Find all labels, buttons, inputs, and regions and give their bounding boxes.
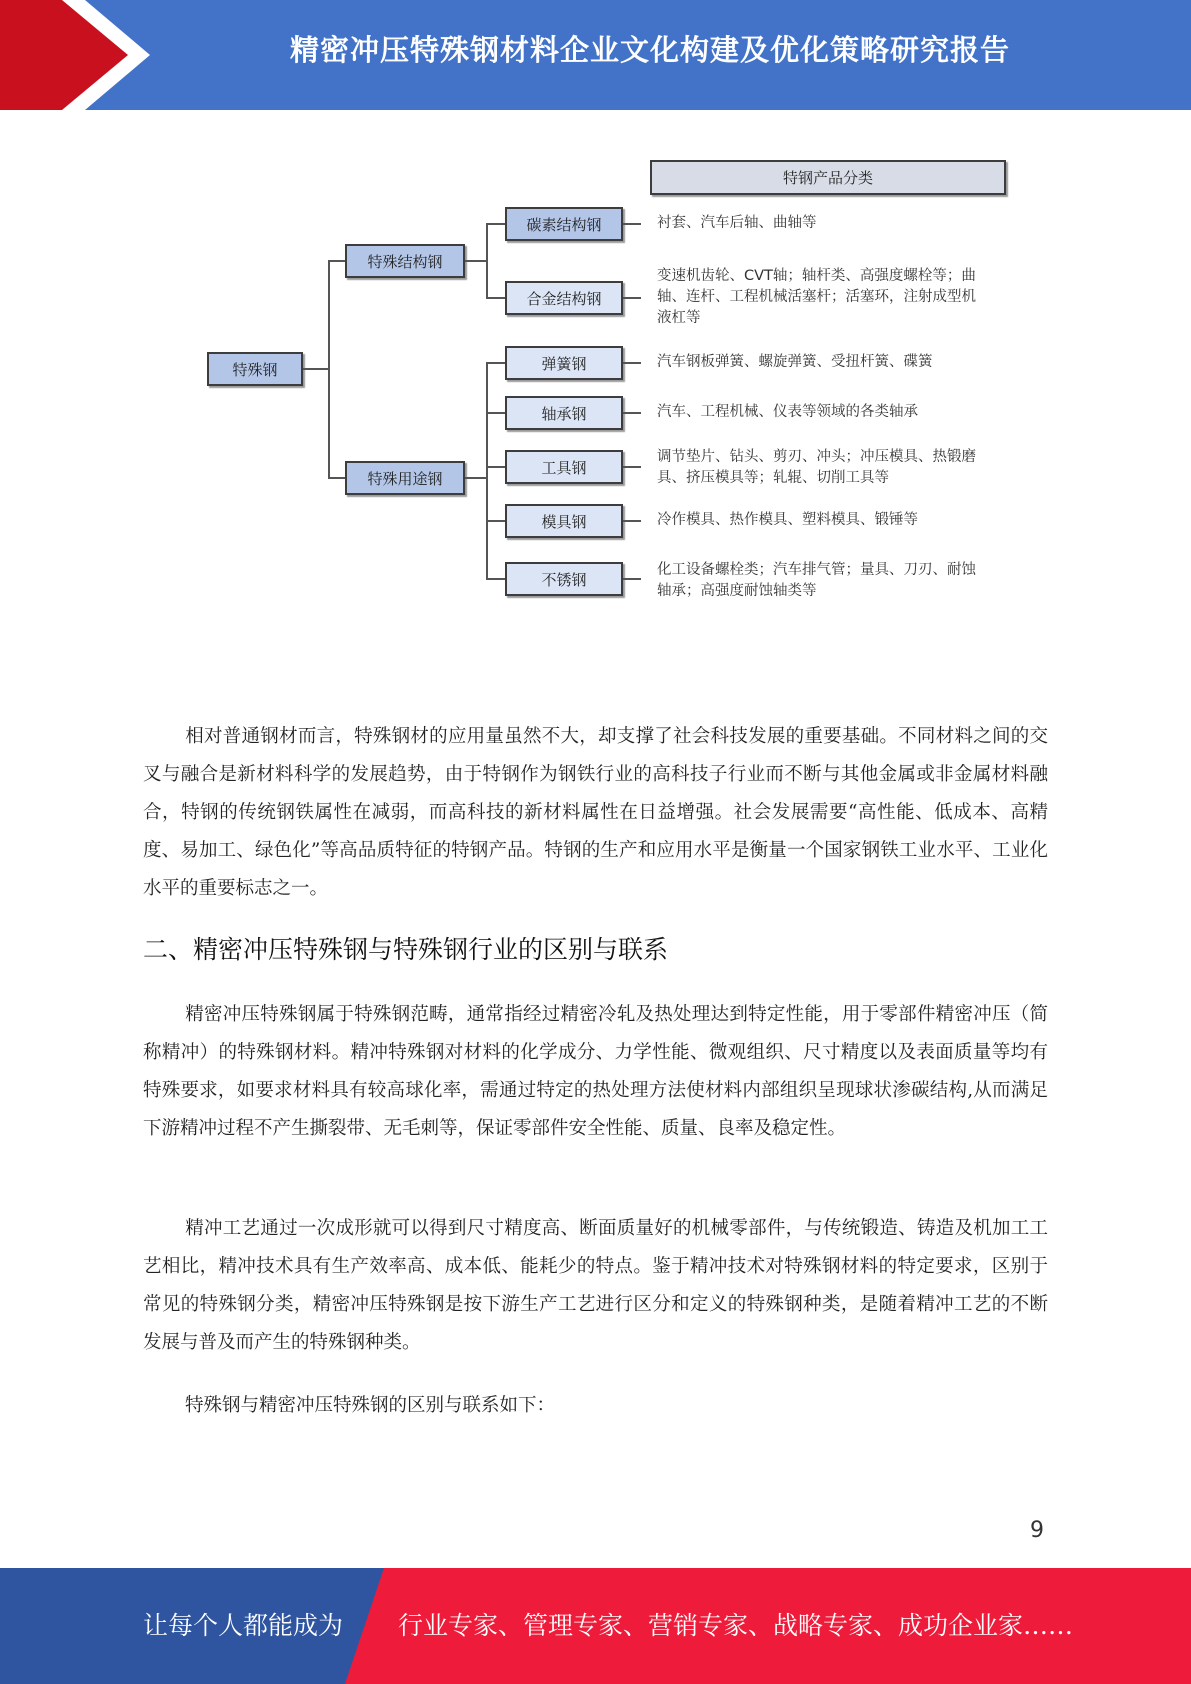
page-number: 9	[1030, 1518, 1044, 1543]
group-label: 特殊结构钢	[367, 252, 443, 271]
leaf-label: 工具钢	[541, 458, 587, 477]
leaf-description: 冷作模具、热作模具、塑料模具、锻锤等	[657, 512, 918, 528]
legend-title-box	[650, 160, 1006, 195]
leaf-node	[505, 396, 623, 430]
leaf-description: 汽车、工程机械、仪表等领域的各类轴承	[657, 404, 918, 420]
root-node-label: 特殊钢	[232, 360, 278, 379]
connector	[486, 223, 488, 299]
connector	[486, 362, 488, 580]
root-node	[207, 352, 303, 386]
footer-slogan-right: 行业专家、管理专家、营销专家、战略专家、成功企业家……	[398, 1611, 1074, 1640]
leaf-label: 不锈钢	[541, 570, 587, 589]
paragraph-text: 精冲工艺通过一次成形就可以得到尺寸精度高、断面质量好的机械零部件，与传统锻造、铸造及机加工工艺相比，精冲技术具有生产效率高、成本低、能耗少的特点。鉴于精冲技术对特殊钢材料的特定要求，区别于常见的特殊钢分类，精密冲压特殊钢是按下游生产工艺进行区分和定义的特殊钢种类，是随着精冲工艺的不断发展与普及而产生的特殊钢种类。	[143, 1218, 1048, 1353]
group-node-structural	[345, 244, 465, 278]
leaf-description: 调节垫片、钻头、剪刃、冲头；冲压模具、热锻磨具、挤压模具等；轧辊、切削工具等	[657, 449, 976, 486]
page-footer	[0, 1568, 1191, 1684]
leaf-description: 汽车钢板弹簧、螺旋弹簧、受扭杆簧、碟簧	[657, 354, 933, 370]
connector	[465, 477, 487, 479]
leaf-node	[505, 207, 623, 241]
leaf-node	[505, 562, 623, 596]
connector	[465, 260, 487, 262]
body-paragraph	[143, 1387, 1048, 1425]
connector	[623, 223, 641, 225]
connector	[303, 368, 329, 370]
leaf-node	[505, 450, 623, 484]
header-arrow-icon	[0, 0, 160, 110]
connector	[623, 362, 641, 364]
connector	[623, 520, 641, 522]
group-label: 特殊用途钢	[367, 469, 443, 488]
connector	[623, 578, 641, 580]
leaf-node	[505, 346, 623, 380]
leaf-node	[505, 281, 623, 315]
leaf-label: 碳素结构钢	[526, 215, 602, 234]
leaf-node	[505, 504, 623, 538]
leaf-label: 模具钢	[541, 512, 587, 531]
paragraph-text: 精密冲压特殊钢属于特殊钢范畴，通常指经过精密冷轧及热处理达到特定性能，用于零部件精密冲压（简称精冲）的特殊钢材料。精冲特殊钢对材料的化学成分、力学性能、微观组织、尺寸精度以及表面质量等均有特殊要求，如要求材料具有较高球化率，需通过特定的热处理方法使材料内部组织呈现球状渗碳结构,从而满足下游精冲过程不产生撕裂带、无毛刺等，保证零部件安全性能、质量、良率及稳定性。	[143, 1004, 1048, 1139]
body-paragraph	[143, 996, 1048, 1148]
connector	[328, 260, 330, 478]
leaf-description: 变速机齿轮、CVT轴；轴杆类、高强度螺栓等；曲轴、连杆、工程机械活塞杆；活塞环，注射成型机液杠等	[657, 268, 976, 326]
legend-title: 特钢产品分类	[782, 169, 873, 187]
connector	[623, 297, 641, 299]
leaf-description: 衬套、汽车后轴、曲轴等	[657, 215, 817, 231]
page-header	[0, 0, 1191, 110]
leaf-label: 弹簧钢	[541, 354, 587, 373]
group-node-special-purpose	[345, 461, 465, 495]
leaf-description: 化工设备螺栓类；汽车排气管；量具、刀刃、耐蚀轴承；高强度耐蚀轴类等	[657, 562, 976, 599]
paragraph-text: 特殊钢与精密冲压特殊钢的区别与联系如下：	[185, 1395, 556, 1416]
paragraph-text: 相对普通钢材而言，特殊钢材的应用量虽然不大，却支撑了社会科技发展的重要基础。不同材料之间的交叉与融合是新材料科学的发展趋势，由于特钢作为钢铁行业的高科技子行业而不断与其他金属或非金属材料融合，特钢的传统钢铁属性在减弱，而高科技的新材料属性在日益增强。社会发展需要“高性能、低成本、高精度、易加工、绿色化”等高品质特征的特钢产品。特钢的生产和应用水平是衡量一个国家钢铁工业水平、工业化水平的重要标志之一。	[143, 726, 1048, 899]
footer-slogan-left: 让每个人都能成为	[143, 1611, 344, 1640]
section-heading: 二、精密冲压特殊钢与特殊钢行业的区别与联系	[143, 935, 669, 964]
report-title: 精密冲压特殊钢材料企业文化构建及优化策略研究报告	[289, 33, 1010, 67]
connector	[623, 466, 641, 468]
body-paragraph	[143, 1210, 1048, 1362]
leaf-label: 合金结构钢	[526, 289, 602, 308]
connector	[623, 412, 641, 414]
leaf-label: 轴承钢	[541, 404, 587, 423]
body-paragraph	[143, 718, 1048, 908]
